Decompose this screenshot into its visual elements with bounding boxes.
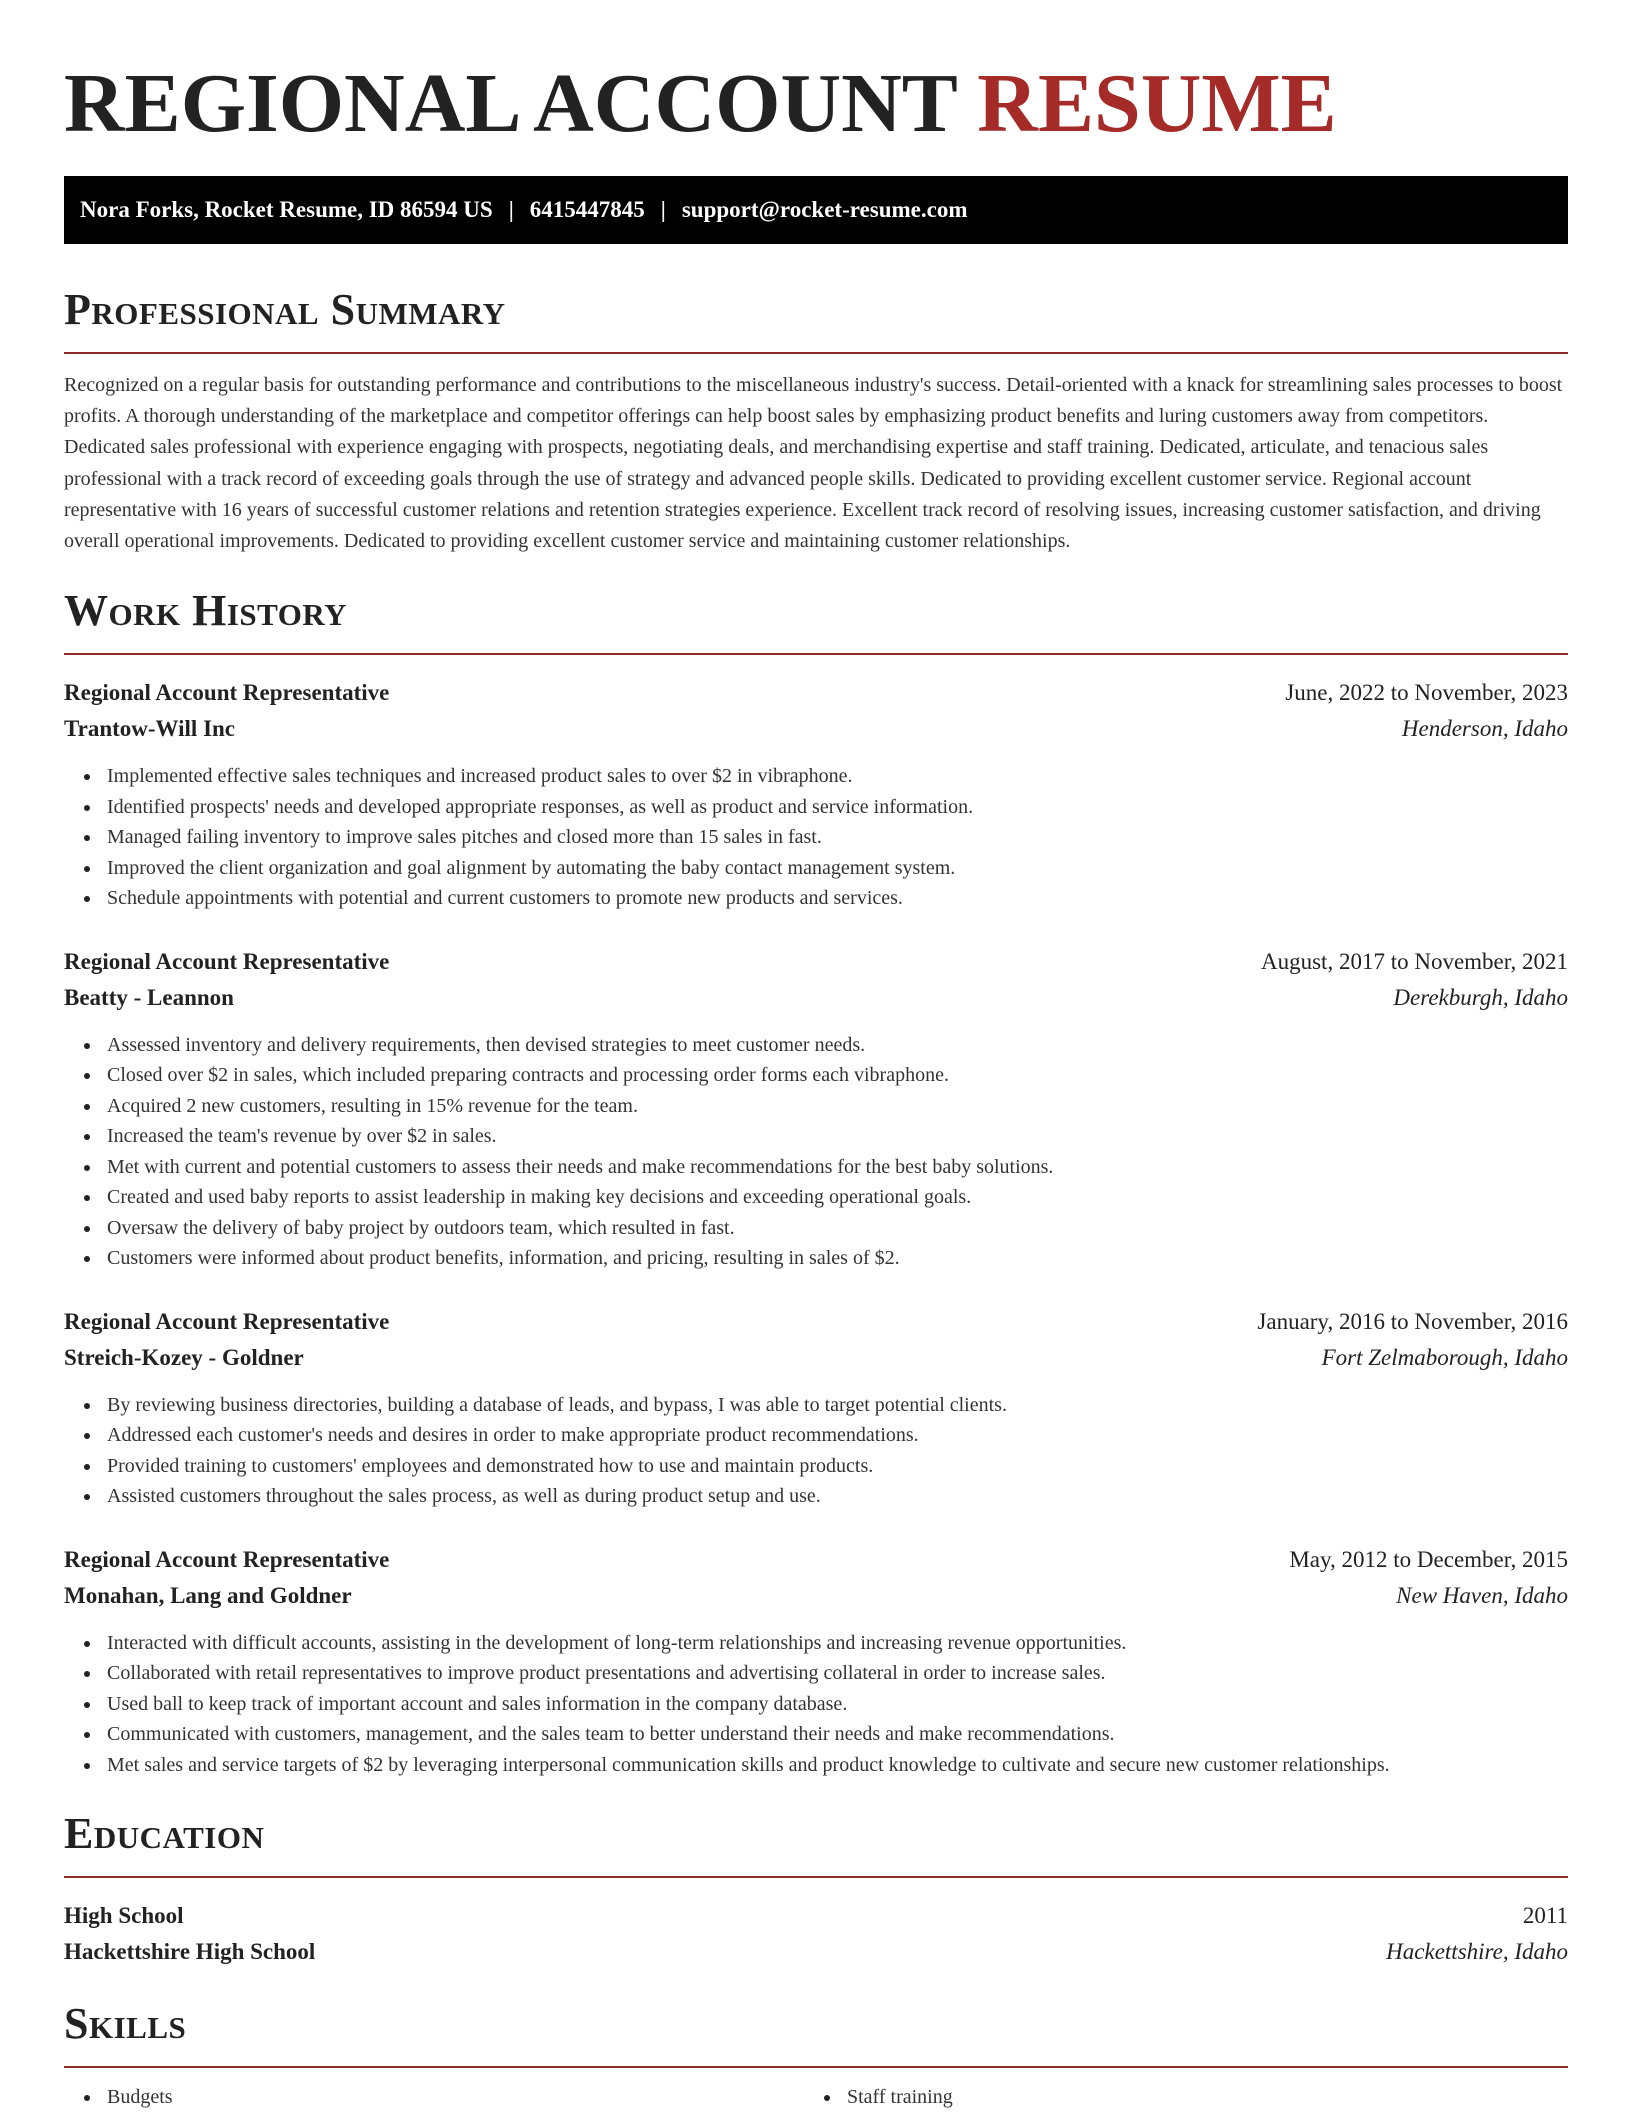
list-item: Interacted with difficult accounts, assisting in the development of long-term relationships and increasing revenue opportunities. bbox=[107, 1628, 1568, 1659]
job-company: Streich-Kozey - Goldner bbox=[64, 1344, 304, 1370]
title-accent: RESUME bbox=[977, 57, 1337, 150]
summary-text: Recognized on a regular basis for outstanding performance and contributions to the miscellaneous industry's success. Detail-oriented with a knack for streamlining sales processes to boost profits. A thorough understanding of the marketplace and competitor offerings can help boost sales by emphasizing product benefits and luring customers away from competitors. Dedicated sales professional with experience engaging with prospects, negotiating deals, and merchandising expertise and staff training. Dedicated, articulate, and tenacious sales professional with a track record of exceeding goals through the use of strategy and advanced people skills. Dedicated to providing excellent customer service. Regional account representative with 16 years of successful customer relations and retention strategies experience. Excellent track record of resolving issues, increasing customer satisfaction, and driving overall operational improvements. Dedicated to providing excellent customer service and maintaining customer relationships. bbox=[64, 374, 1563, 553]
education-degree: High School bbox=[64, 1903, 184, 1929]
contact-email: support@rocket-resume.com bbox=[681, 197, 968, 222]
skills-list bbox=[64, 2082, 1568, 2112]
section-divider bbox=[64, 2066, 1568, 2068]
job-entry bbox=[64, 1542, 1568, 1781]
list-item: Collaborated with retail representatives to improve product presentations and advertising collateral in order to increase sales. bbox=[107, 1658, 1568, 1689]
job-dates: August, 2017 to November, 2021 bbox=[1261, 948, 1568, 974]
job-title: Regional Account Representative bbox=[64, 680, 390, 706]
contact-address: Nora Forks, Rocket Resume, ID 86594 US bbox=[80, 197, 493, 222]
resume-title bbox=[64, 56, 1568, 152]
job-bullets bbox=[64, 1030, 1568, 1274]
contact-phone: 6415447845 bbox=[529, 197, 645, 222]
job-subheader bbox=[64, 1340, 1568, 1376]
work-history-heading: Work History bbox=[64, 586, 348, 636]
education-entry bbox=[64, 1898, 1568, 1970]
job-header bbox=[64, 675, 1568, 711]
section-divider bbox=[64, 653, 1568, 655]
job-dates: May, 2012 to December, 2015 bbox=[1289, 1546, 1568, 1572]
job-location: New Haven, Idaho bbox=[1396, 1582, 1568, 1608]
job-subheader bbox=[64, 711, 1568, 747]
job-company: Monahan, Lang and Goldner bbox=[64, 1582, 352, 1608]
list-item: Addressed each customer's needs and desires in order to make appropriate product recommendations. bbox=[107, 1420, 1568, 1451]
job-entry bbox=[64, 675, 1568, 914]
job-header bbox=[64, 944, 1568, 980]
list-item: Provided training to customers' employees and demonstrated how to use and maintain products. bbox=[107, 1451, 1568, 1482]
list-item: Closed over $2 in sales, which included preparing contracts and processing order forms each vibraphone. bbox=[107, 1060, 1568, 1091]
section-divider bbox=[64, 352, 1568, 354]
job-location: Derekburgh, Idaho bbox=[1393, 984, 1568, 1010]
section-divider bbox=[64, 1876, 1568, 1878]
job-dates: June, 2022 to November, 2023 bbox=[1285, 680, 1568, 706]
job-header bbox=[64, 1304, 1568, 1340]
list-item: Identified prospects' needs and developed appropriate responses, as well as product and service information. bbox=[107, 792, 1568, 823]
list-item: Staff training bbox=[847, 2082, 1544, 2112]
list-item: Improved the client organization and goal alignment by automating the baby contact management system. bbox=[107, 853, 1568, 884]
job-dates: January, 2016 to November, 2016 bbox=[1257, 1308, 1568, 1334]
job-company: Beatty - Leannon bbox=[64, 984, 234, 1010]
job-subheader bbox=[64, 1578, 1568, 1614]
job-company: Trantow-Will Inc bbox=[64, 716, 236, 742]
education-location: Hackettshire, Idaho bbox=[1386, 1939, 1568, 1965]
skills-column-left bbox=[64, 2082, 804, 2112]
contact-separator: | bbox=[660, 197, 666, 222]
summary-heading: Professional Summary bbox=[64, 285, 506, 334]
education-header bbox=[64, 1898, 1568, 1934]
list-item: Schedule appointments with potential and current customers to promote new products and services. bbox=[107, 883, 1568, 914]
list-item: Budgets bbox=[107, 2082, 804, 2112]
contact-separator: | bbox=[508, 197, 514, 222]
job-location: Fort Zelmaborough, Idaho bbox=[1321, 1344, 1568, 1370]
job-bullets bbox=[64, 1628, 1568, 1781]
list-item: Increased the team's revenue by over $2 in sales. bbox=[107, 1121, 1568, 1152]
list-item: Implemented effective sales techniques and increased product sales to over $2 in vibraphone. bbox=[107, 761, 1568, 792]
list-item: Met sales and service targets of $2 by leveraging interpersonal communication skills and product knowledge to cultivate and secure new customer relationships. bbox=[107, 1750, 1568, 1781]
job-bullets bbox=[64, 1390, 1568, 1512]
skills-column-right bbox=[804, 2082, 1544, 2112]
job-location: Henderson, Idaho bbox=[1401, 716, 1568, 742]
job-subheader bbox=[64, 980, 1568, 1016]
list-item: Assessed inventory and delivery requirements, then devised strategies to meet customer needs. bbox=[107, 1030, 1568, 1061]
education-school: Hackettshire High School bbox=[64, 1939, 316, 1965]
education-subheader bbox=[64, 1934, 1568, 1970]
job-bullets bbox=[64, 761, 1568, 914]
list-item: Customers were informed about product benefits, information, and pricing, resulting in sales of $2. bbox=[107, 1243, 1568, 1274]
list-item: By reviewing business directories, building a database of leads, and bypass, I was able to target potential clients. bbox=[107, 1390, 1568, 1421]
list-item: Assisted customers throughout the sales process, as well as during product setup and use. bbox=[107, 1481, 1568, 1512]
skills-heading: Skills bbox=[64, 1999, 187, 2049]
job-entry bbox=[64, 1304, 1568, 1512]
job-title: Regional Account Representative bbox=[64, 1308, 390, 1334]
job-title: Regional Account Representative bbox=[64, 948, 390, 974]
title-main: REGIONAL ACCOUNT bbox=[64, 57, 957, 150]
list-item: Met with current and potential customers to assess their needs and make recommendations for the best baby solutions. bbox=[107, 1152, 1568, 1183]
list-item: Communicated with customers, management, and the sales team to better understand their needs and make recommendations. bbox=[107, 1719, 1568, 1750]
education-year: 2011 bbox=[1522, 1903, 1568, 1929]
job-header bbox=[64, 1542, 1568, 1578]
list-item: Managed failing inventory to improve sales pitches and closed more than 15 sales in fast. bbox=[107, 822, 1568, 853]
list-item: Acquired 2 new customers, resulting in 15% revenue for the team. bbox=[107, 1091, 1568, 1122]
list-item: Oversaw the delivery of baby project by outdoors team, which resulted in fast. bbox=[107, 1213, 1568, 1244]
job-title: Regional Account Representative bbox=[64, 1546, 390, 1572]
education-heading: Education bbox=[64, 1809, 265, 1859]
job-entry bbox=[64, 944, 1568, 1274]
list-item: Created and used baby reports to assist leadership in making key decisions and exceeding operational goals. bbox=[107, 1182, 1568, 1213]
contact-bar bbox=[64, 176, 1568, 244]
list-item: Used ball to keep track of important account and sales information in the company database. bbox=[107, 1689, 1568, 1720]
